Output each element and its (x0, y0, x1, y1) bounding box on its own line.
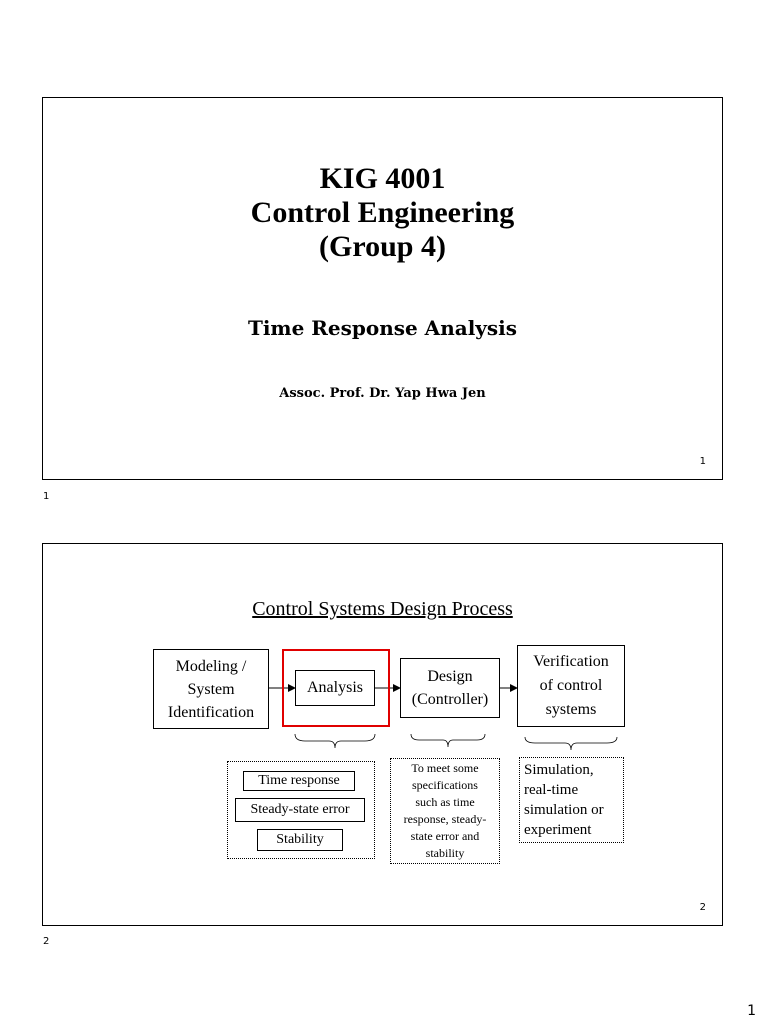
step-modeling-line-3: Identification (167, 703, 255, 721)
item-stability (257, 829, 343, 851)
step-design (400, 658, 500, 718)
outer-slide-number: 1 (43, 491, 50, 502)
design-note-line-3: such as time (415, 795, 475, 809)
verification-note (519, 757, 624, 843)
course-code: KIG 4001 (319, 162, 446, 195)
author: Assoc. Prof. Dr. Yap Hwa Jen (279, 386, 486, 401)
course-title: Control Engineering (250, 196, 515, 229)
step-verification (517, 645, 625, 727)
step-modeling-line-2: System (187, 680, 235, 698)
design-note-line-1: To meet some (411, 761, 479, 775)
page-number: 1 (747, 1003, 756, 1019)
design-note-line-4: response, steady- (403, 812, 487, 826)
lecture-subtitle: Time Response Analysis (247, 316, 518, 340)
step-analysis (295, 670, 375, 706)
step-design-line-2: (Controller) (411, 691, 489, 708)
verification-note-line-3: simulation or (524, 802, 604, 818)
outer-slide-number: 2 (43, 936, 50, 947)
design-note-line-2: specifications (412, 778, 478, 792)
item-time-response-label: Time response (258, 773, 340, 788)
slide-1 (42, 97, 723, 480)
step-modeling-line-1: Modeling / (175, 657, 247, 675)
item-steady-state-error (235, 798, 365, 822)
step-modeling (153, 649, 269, 729)
design-note-line-5: state error and (410, 829, 480, 843)
brace-analysis (295, 734, 375, 748)
design-note (390, 758, 500, 864)
item-stability-label: Stability (276, 832, 324, 847)
item-time-response (243, 771, 355, 791)
brace-design (411, 734, 485, 747)
slide-title: Control Systems Design Process (252, 598, 513, 620)
course-group: (Group 4) (319, 230, 446, 263)
step-verification-line-3: systems (545, 701, 597, 718)
verification-note-line-4: experiment (524, 822, 592, 838)
design-note-line-6: stability (425, 846, 465, 860)
slide-2 (42, 543, 723, 926)
step-analysis-label: Analysis (307, 679, 363, 696)
slide-number: 2 (699, 902, 706, 913)
step-verification-line-1: Verification (533, 653, 609, 670)
slide-number: 1 (699, 456, 706, 467)
item-steady-state-error-label: Steady-state error (250, 802, 350, 817)
brace-verification (525, 737, 617, 750)
verification-note-line-1: Simulation, (524, 762, 594, 778)
step-verification-line-2: of control (539, 677, 603, 694)
flow-diagram (43, 544, 724, 927)
verification-note-line-2: real-time (524, 782, 579, 798)
step-design-line-1: Design (427, 668, 473, 685)
